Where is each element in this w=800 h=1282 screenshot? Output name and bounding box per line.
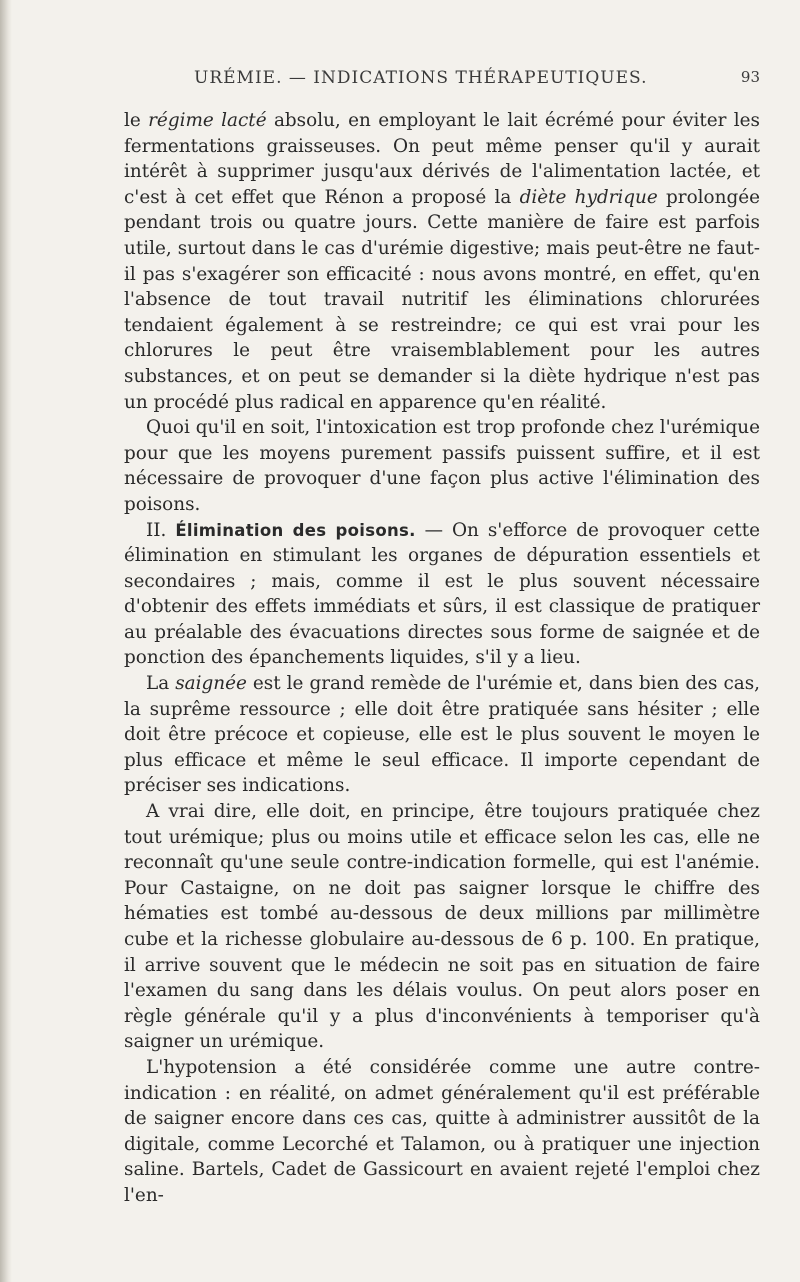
book-page — [124, 58, 760, 1209]
paragraph — [124, 671, 760, 799]
paragraph — [124, 108, 760, 415]
text-segment: — On s'efforce de provoquer cette élimination en stimulant les organes de dépuration essentiels et secondaires ; mais, comme il est le plus souvent nécessaire d'obtenir des effets immédiats et sûrs, il est classique de pratiquer au préalable des évacuations directes sous forme de saignée et de ponction des épanchements liquides, s'il y a lieu. — [124, 519, 760, 669]
paragraph — [124, 415, 760, 517]
section-number: II. — [146, 519, 176, 541]
page-binding-edge — [0, 0, 12, 1282]
running-head — [124, 58, 760, 94]
paragraph — [124, 799, 760, 1055]
text-segment: A vrai dire, elle doit, en principe, être toujours pratiquée chez tout urémique; plus ou moins utile et efficace selon les cas, elle ne reconnaît qu'une seule contre-indication formelle, qui est l'anémie. Pour Castaigne, on ne doit pas saigner lorsque le chiffre des hématies est tombé au-dessous de deux millions par millimètre cube et la richesse globulaire au-dessous de 6 p. 100. En pratique, il arrive souvent que le médecin ne soit pas en situation de faire l'examen du sang dans les délais voulus. On peut alors poser en règle générale qu'il y a plus d'inconvénients à temporiser qu'à saigner un urémique. — [124, 801, 760, 1053]
paragraph — [124, 1055, 760, 1209]
text-segment: La — [146, 673, 176, 695]
body-text — [124, 108, 760, 1209]
italic-term: saignée — [175, 673, 247, 695]
italic-term: diète hydrique — [519, 186, 658, 208]
section-paragraph — [124, 518, 760, 672]
text-segment: Quoi qu'il en soit, l'intoxication est trop profonde chez l'urémique pour que les moyens purement passifs puissent suffire, et il est nécessaire de provoquer d'une façon plus active l'élimination des poisons. — [124, 417, 760, 515]
text-segment: le — [124, 110, 149, 131]
text-segment: est le grand remède de l'urémie et, dans bien des cas, la suprême ressource ; elle doit être pratiquée sans hésiter ; elle doit être précoce et copieuse, elle est le plus souvent le moyen le plus efficace et même le seul efficace. Il importe cependant de préciser ses indications. — [124, 673, 760, 797]
running-title: URÉMIE. — INDICATIONS THÉRAPEUTIQUES. — [194, 68, 648, 88]
page-number: 93 — [740, 68, 760, 86]
italic-term: régime lacté — [148, 110, 267, 131]
text-segment: prolongée pendant trois ou quatre jours. Cette manière de faire est parfois utile, surtout dans le cas d'urémie digestive; mais peut-être ne faut-il pas s'exagérer son efficacité : nous avons montré, en effet, qu'en l'absence de tout travail nutritif les éliminations chlorurées tendaient également à se restreindre; ce qui est vrai pour les chlorures le peut être vraisemblablement pour les autres substances, et on peut se demander si la diète hydrique n'est pas un procédé plus radical en apparence qu'en réalité. — [124, 186, 761, 413]
text-segment: L'hypotension a été considérée comme une autre contre-indication : en réalité, on admet généralement qu'il est préférable de saigner encore dans ces cas, quitte à administrer aussitôt de la digitale, comme Lecorché et Talamon, ou à pratiquer une injection saline. Bartels, Cadet de Gassicourt en avaient rejeté l'emploi chez l'en- — [124, 1056, 760, 1206]
text-segment: absolu, en employant le lait écrémé pour éviter les fermentations graisseuses. On peut même penser qu'il y aurait intérêt à supprimer jusqu'aux dérivés de l'alimentation lactée, et c'est à cet effet que Rénon a proposé la — [124, 110, 760, 208]
section-heading: Élimination des poisons. — [175, 520, 416, 540]
